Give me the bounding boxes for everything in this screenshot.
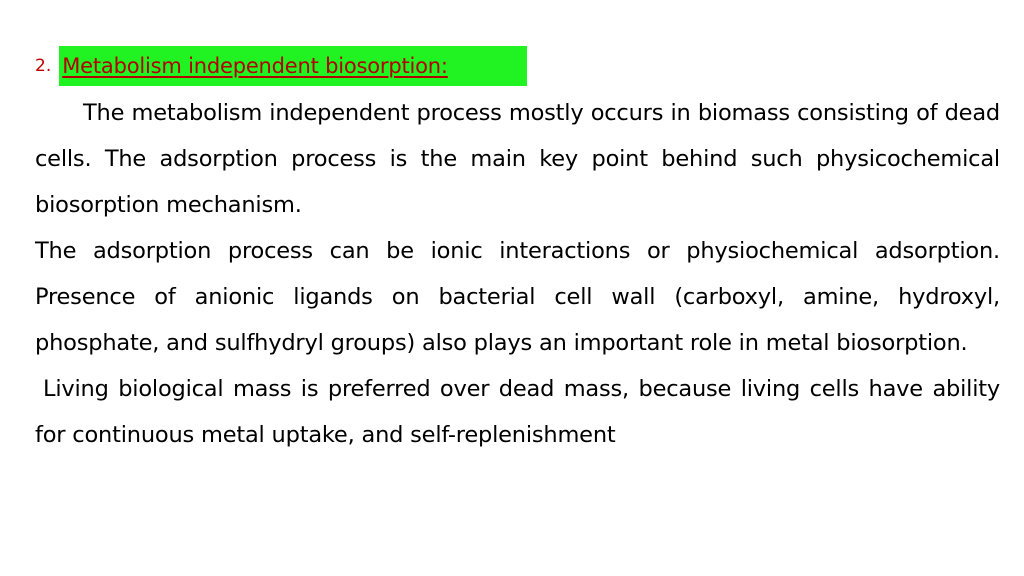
section-title: Metabolism independent biosorption:: [62, 54, 448, 78]
paragraph-living-biomass: Living biological mass is preferred over dead mass, because living cells have ability for continuous metal uptake, and self-replenishment: [35, 376, 1000, 448]
heading-highlight: [59, 46, 527, 86]
section-number: 2.: [35, 56, 52, 76]
body-text: [35, 90, 1000, 458]
section-heading: [35, 46, 527, 86]
paragraph-adsorption-process: The adsorption process can be ionic interactions or physiochemical adsorption. Presence of anionic ligands on bacterial cell wall (carboxyl, amine, hydroxyl, phosphate, and sulfhydryl groups) also plays an important role in metal biosorption.: [35, 238, 1000, 356]
paragraph-metabolism-independent: The metabolism independent process mostly occurs in biomass consisting of dead cells. The adsorption process is the main key point behind such physicochemical biosorption mechanism.: [35, 100, 1000, 218]
